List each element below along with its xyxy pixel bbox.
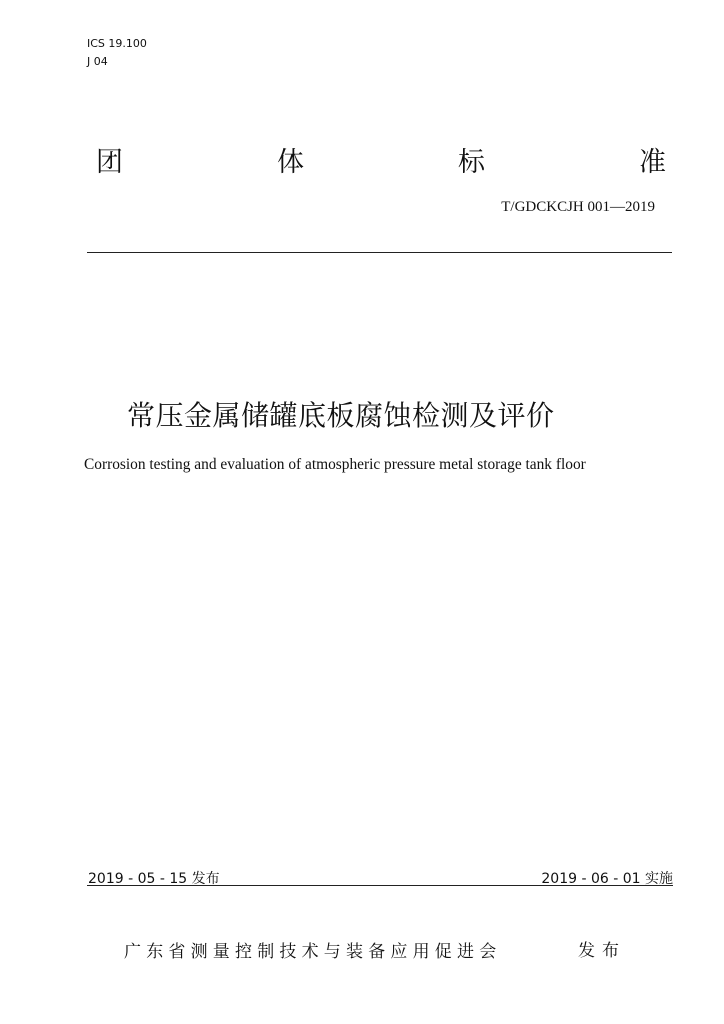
standard-type-char: 体 [277,147,304,178]
standard-type-char: 准 [639,147,666,178]
standard-code: T/GDCKCJH 001—2019 [501,199,655,215]
top-divider [87,252,672,253]
implementation-date: 2019 - 06 - 01 实施 [541,871,673,887]
bottom-divider [87,885,673,886]
publishing-organization: 广东省测量控制技术与装备应用促进会 [124,942,502,962]
standard-type-char: 标 [458,147,485,178]
title-chinese: 常压金属储罐底板腐蚀检测及评价 [127,399,555,432]
standard-type-char: 团 [96,147,123,178]
issue-date: 2019 - 05 - 15 发布 [88,871,220,887]
title-english: Corrosion testing and evaluation of atmospheric pressure metal storage tank floor [84,456,586,473]
ics-code: ICS 19.100 [87,37,147,50]
publish-label: 发布 [578,941,626,961]
standard-type-heading [96,140,666,179]
ccs-code: J 04 [87,55,108,68]
